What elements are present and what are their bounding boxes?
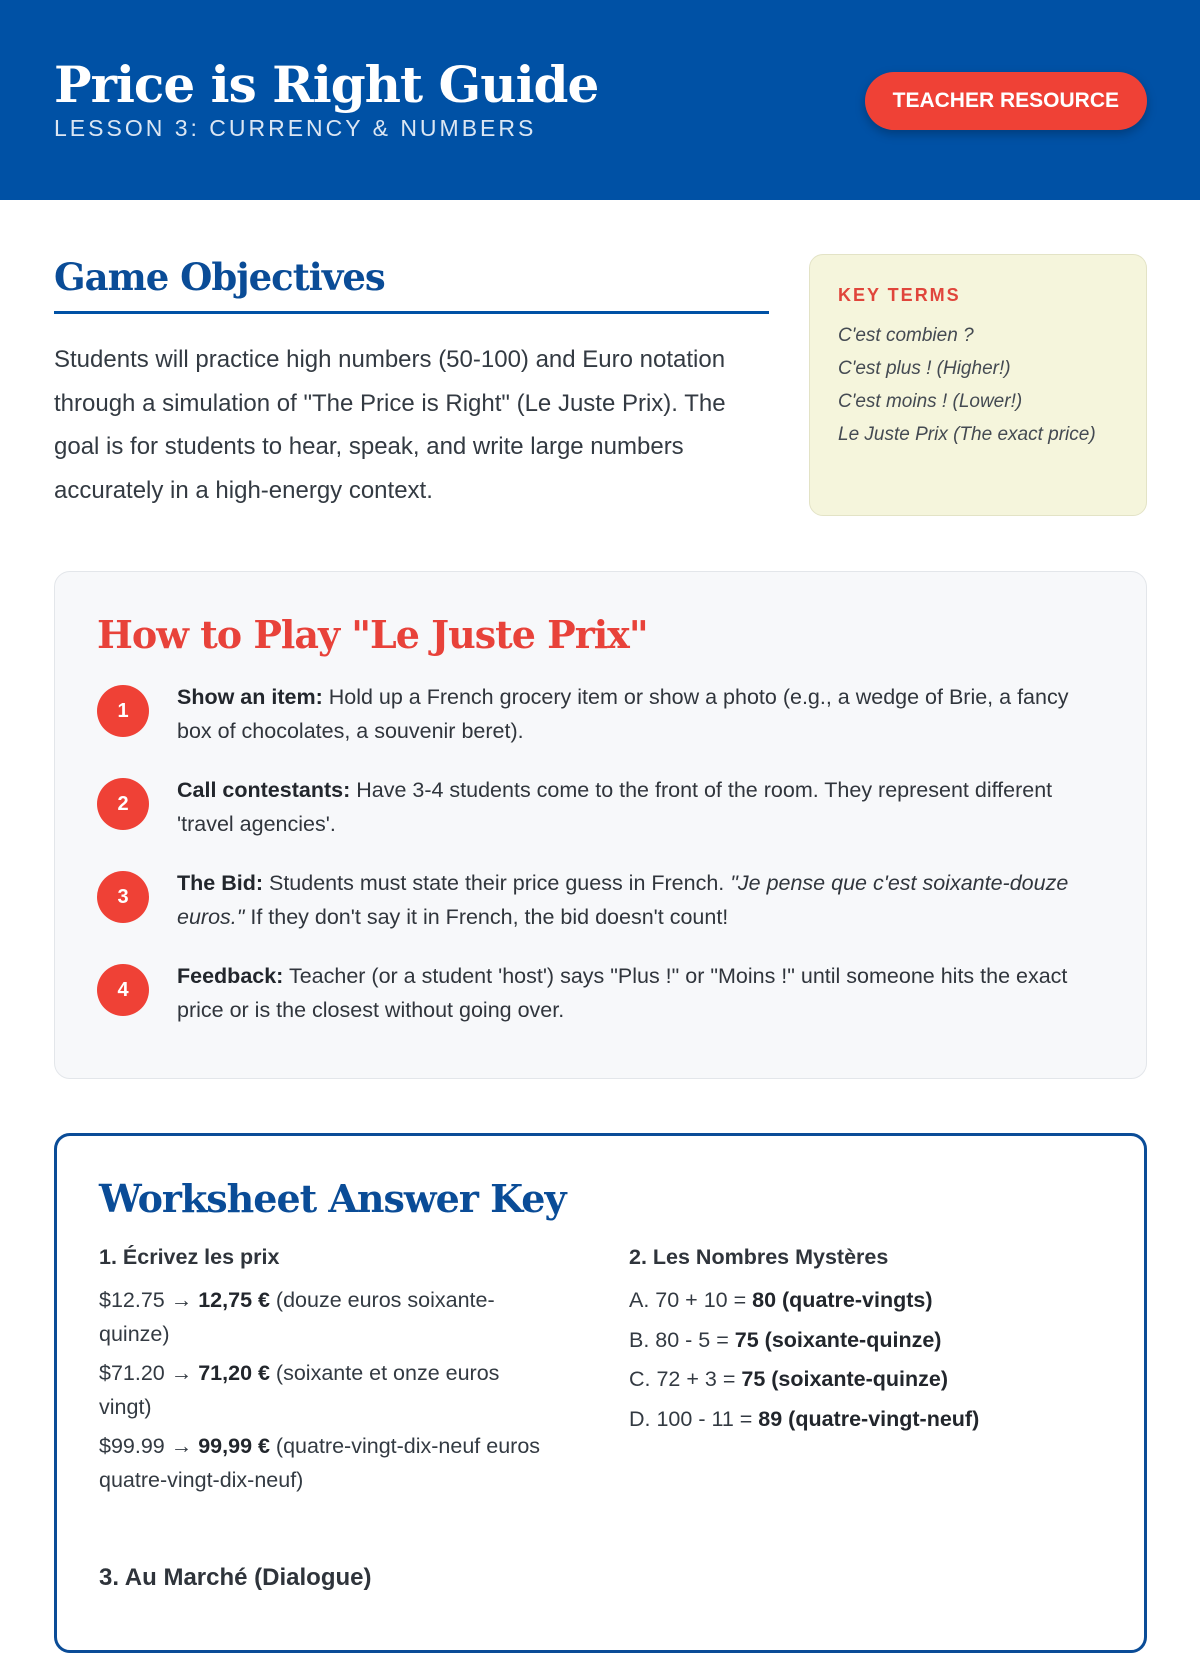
step-text [177, 960, 1104, 1027]
step-label: The Bid: [177, 871, 263, 895]
page-header [0, 0, 1200, 200]
answer-value: 75 (soixante-quinze) [734, 1327, 942, 1352]
how-to-play-section [54, 571, 1147, 1079]
answer-prompt: D. 100 - 11 = [629, 1406, 759, 1431]
step-text [177, 774, 1104, 841]
step-label: Show an item: [177, 685, 323, 709]
game-objectives-section [54, 255, 769, 512]
answer-words: (douze euros soixante-quinze) [99, 1288, 495, 1346]
key-term: C'est plus ! (Higher!) [838, 358, 1011, 379]
step-item [97, 681, 1104, 748]
step-number-badge: 3 [97, 871, 149, 923]
step-description: Have 3-4 students come to the front of the room. They represent different 'travel agencies'. [177, 778, 1053, 836]
answer-value: 75 (soixante-quinze) [741, 1367, 949, 1391]
answer-columns [99, 1245, 1102, 1525]
answer-prompt: C. 72 + 3 = [629, 1367, 742, 1391]
answer-line [99, 1430, 549, 1497]
example-quote: "Je pense que c'est soixante-douze euros." [177, 871, 1069, 929]
answer-words: (quatre-vingt-dix-neuf euros quatre-vingt-dix-neuf) [99, 1434, 541, 1492]
step-item [97, 867, 1104, 934]
step-item [97, 774, 1104, 841]
answer-key-section [54, 1133, 1147, 1653]
step-number-badge: 2 [97, 778, 149, 830]
answer-prompt: B. 80 - 5 = [629, 1327, 735, 1352]
answer-value: 12,75 € [198, 1288, 270, 1312]
step-description: Students must state their price guess in French. [263, 871, 731, 895]
step-number-badge: 4 [97, 964, 149, 1016]
answer-prompt: $71.20 → [99, 1361, 199, 1385]
answer-prompt: $99.99 → [99, 1434, 199, 1458]
answer-value: 80 (quatre-vingts) [752, 1288, 933, 1312]
answer-value: 99,99 € [198, 1434, 270, 1458]
answer-line [99, 1357, 549, 1424]
answer-line [629, 1284, 1109, 1318]
teacher-resource-badge: TEACHER RESOURCE [865, 72, 1147, 130]
step-label: Feedback: [177, 964, 284, 988]
answer-key-heading: Worksheet Answer Key [99, 1176, 566, 1221]
section-title: 1. Écrivez les prix [99, 1245, 280, 1269]
how-to-play-heading: How to Play "Le Juste Prix" [97, 612, 648, 657]
answer-prompt: A. 70 + 10 = [629, 1288, 753, 1312]
key-term: Le Juste Prix (The exact price) [838, 424, 1096, 445]
answer-value: 89 (quatre-vingt-neuf) [758, 1406, 980, 1431]
key-term: C'est moins ! (Lower!) [838, 391, 1023, 412]
section-write-prices [99, 1245, 549, 1503]
step-description: Teacher (or a student 'host') says "Plus !" or "Moins !" until someone hits the exact price or is the closest without going over. [177, 964, 1068, 1022]
objectives-body: Students will practice high numbers (50-100) and Euro notation through a simulation of "The Price is Right" (Le Juste Prix). The goal is for students to hear, speak, and write large numbers accurately in a high-energy context. [54, 346, 726, 504]
objectives-heading: Game Objectives [54, 255, 769, 314]
answer-value: 71,20 € [198, 1361, 270, 1385]
answer-line [629, 1324, 1109, 1358]
step-label: Call contestants: [177, 778, 351, 802]
key-terms-box [809, 254, 1147, 516]
step-number-badge: 1 [97, 685, 149, 737]
section-title: 2. Les Nombres Mystères [629, 1245, 889, 1269]
answer-line [629, 1363, 1109, 1397]
step-description-cont: If they don't say it in French, the bid doesn't count! [244, 904, 729, 929]
step-text [177, 867, 1104, 934]
key-term: C'est combien ? [838, 325, 974, 346]
section-mystery-numbers [629, 1245, 1109, 1442]
answer-line [99, 1284, 549, 1351]
page-title: Price is Right Guide [54, 55, 599, 114]
section-title-dialogue: 3. Au Marché (Dialogue) [99, 1564, 372, 1591]
answer-prompt: $12.75 → [99, 1288, 199, 1312]
key-terms-heading: KEY TERMS [838, 285, 961, 305]
step-item [97, 960, 1104, 1027]
step-description: Hold up a French grocery item or show a photo (e.g., a wedge of Brie, a fancy box of chocolates, a souvenir beret). [177, 685, 1069, 743]
answer-line [629, 1403, 1109, 1437]
lesson-subtitle: LESSON 3: CURRENCY & NUMBERS [54, 115, 537, 141]
answer-words: (soixante et onze euros vingt) [99, 1361, 500, 1419]
step-text [177, 681, 1104, 748]
